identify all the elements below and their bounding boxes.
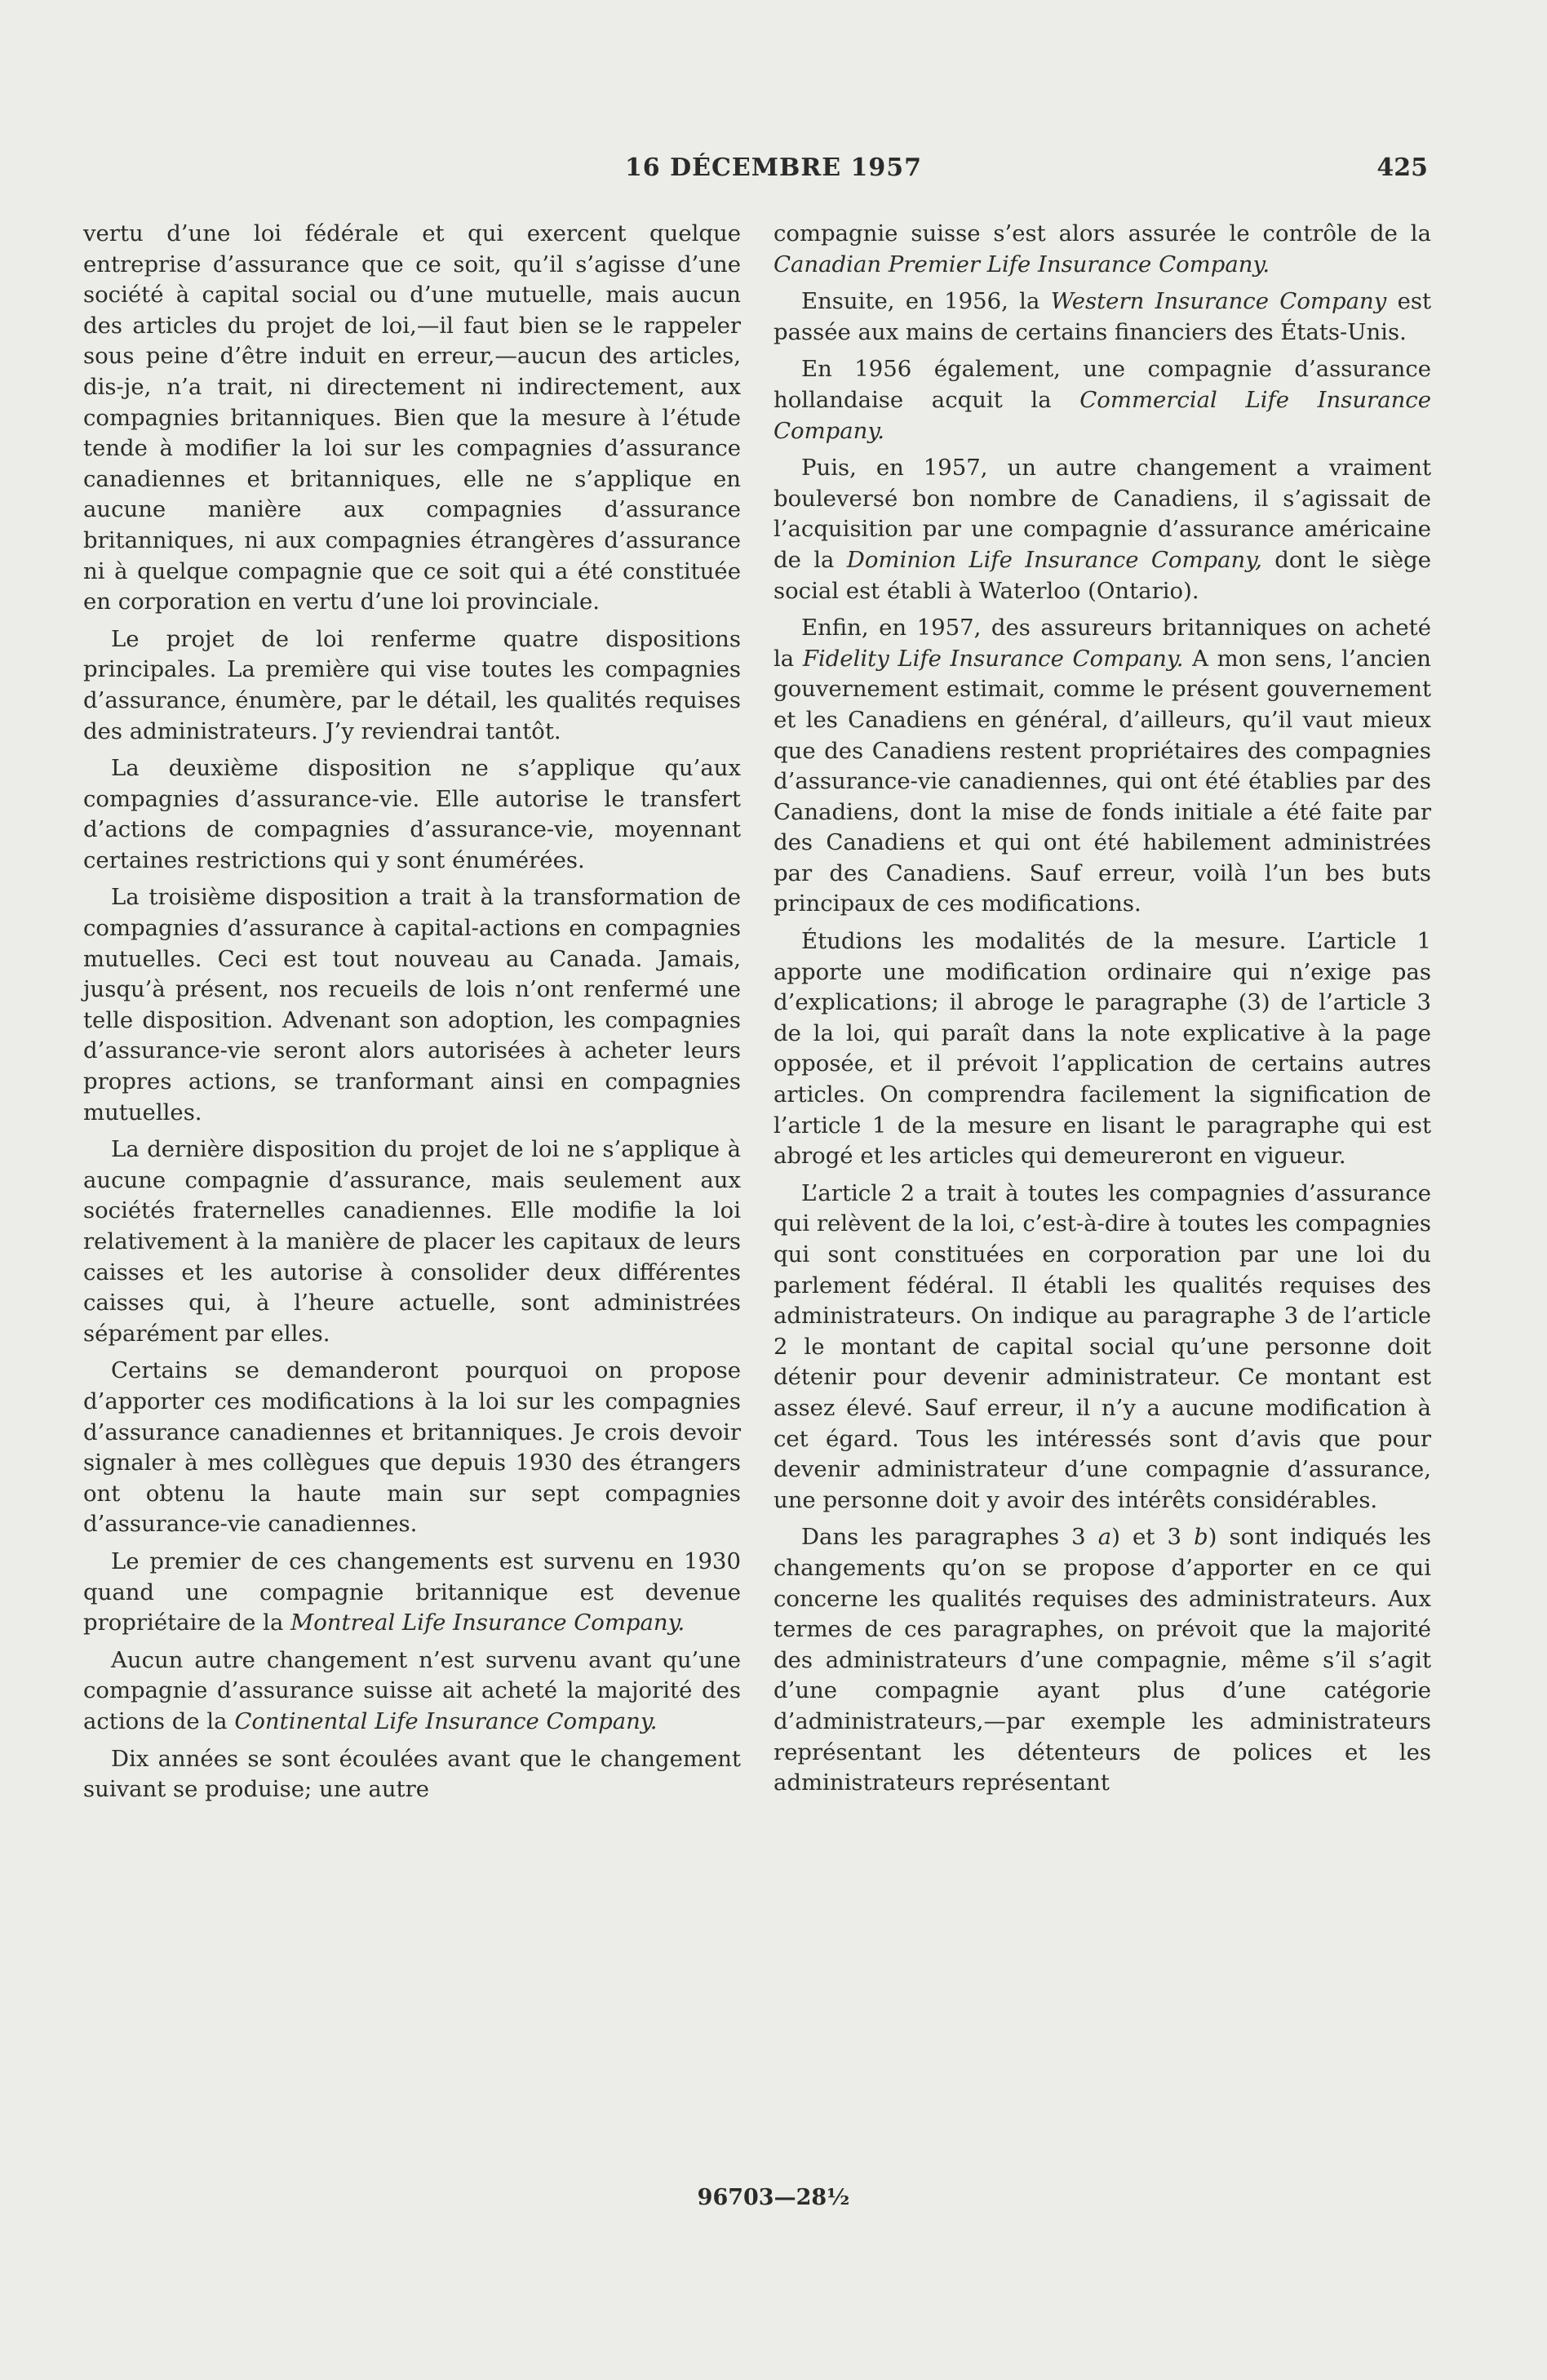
italic-text: Dominion Life Insurance Company, bbox=[846, 546, 1262, 573]
header-date: 16 DÉCEMBRE 1957 bbox=[624, 153, 923, 182]
text-run: En 1956 également, une compagnie d’assurance hollandaise acquit la bbox=[774, 356, 1431, 413]
paragraph bbox=[83, 1547, 741, 1639]
text-run: Ensuite, en 1956, la bbox=[801, 288, 1051, 315]
paragraph bbox=[774, 219, 1431, 280]
text-run: Dix années se sont écoulées avant que le changement suivant se produise; une autre bbox=[83, 1745, 741, 1803]
right-text-column bbox=[774, 219, 1431, 1805]
paragraph bbox=[774, 613, 1431, 920]
text-run: compagnie suisse s’est alors assurée le contrôle de la bbox=[774, 220, 1431, 246]
text-run: Le premier de ces changements est survenu en 1930 quand une compagnie britannique est devenue propriétaire de la bbox=[83, 1547, 741, 1636]
paragraph bbox=[774, 926, 1431, 1172]
text-run: Dans les paragraphes 3 bbox=[801, 1524, 1098, 1551]
text-run: dont le siège social est établi à Waterloo (Ontario). bbox=[774, 546, 1431, 604]
paragraph bbox=[83, 1356, 741, 1540]
footer-print-code: 96703—28½ bbox=[697, 2185, 850, 2210]
italic-text: Fidelity Life Insurance Company. bbox=[802, 645, 1184, 672]
paragraph bbox=[83, 624, 741, 747]
page-header bbox=[0, 153, 1547, 189]
italic-text: b bbox=[1194, 1524, 1208, 1551]
paragraph bbox=[774, 286, 1431, 348]
text-run: A mon sens, l’ancien gouvernement estimait, comme le présent gouvernement et les Canadiens en général, d’ailleurs, qu’il vaut mieux que des Canadiens restent propriétaires des compagnies d’assurance-vie canadiennes, qui ont été établies par des Canadiens, dont la mise de fonds initiale a été faite par des Canadiens et qui ont été habilement administrées par des Canadiens. Sauf erreur, voilà l’un bes buts principaux de ces modifications. bbox=[774, 645, 1431, 917]
text-run: La deuxième disposition ne s’applique qu’aux compagnies d’assurance-vie. Elle autorise le transfert d’actions de compagnies d’assurance-vie, moyennant certaines restrictions qui y sont énumérées. bbox=[83, 755, 741, 873]
paragraph bbox=[83, 1134, 741, 1349]
italic-text: Western Insurance Company bbox=[1050, 288, 1387, 315]
italic-text: Canadian Premier Life Insurance Company. bbox=[774, 251, 1270, 278]
paragraph bbox=[83, 1744, 741, 1805]
paragraph bbox=[774, 1522, 1431, 1798]
text-run: ) et 3 bbox=[1111, 1524, 1195, 1551]
text-run: vertu d’une loi fédérale et qui exercent quelque entreprise d’assurance que ce soit, qu’il s’agisse d’une société à capital social ou d’une mutuelle, mais aucun des articles du projet de loi,—il faut bien se le rappeler sous peine d’être induit en erreur,—aucun des articles, dis-je, n’a trait, ni directement ni indirectement, aux compagnies britanniques. Bien que la mesure à l’étude tende à modifier la loi sur les compagnies d’assurance canadiennes et britanniques, elle ne s’applique en aucune manière aux compagnies d’assurance britanniques, ni aux compagnies étrangères d’assurance ni à quelque compagnie que ce soit qui a été constituée en corporation en vertu d’une loi provinciale. bbox=[83, 220, 741, 615]
text-run: Étudions les modalités de la mesure. L’article 1 apporte une modification ordinaire qui n’exige pas d’explications; il abroge le paragraphe (3) de l’article 3 de la loi, qui paraît dans la note explicative à la page opposée, et il prévoit l’application de certains autres articles. On comprendra facilement la signification de l’article 1 de la mesure en lisant le paragraphe qui est abrogé et les articles qui demeureront en vigueur. bbox=[774, 928, 1431, 1170]
text-run: Le projet de loi renferme quatre dispositions principales. La première qui vise toutes les compagnies d’assurance, énumère, par le détail, les qualités requises des administrateurs. J’y reviendrai tantôt. bbox=[83, 625, 741, 744]
paragraph bbox=[774, 453, 1431, 606]
text-run: ) sont indiqués les changements qu’on se propose d’apporter en ce qui concerne les qualités requises des administrateurs. Aux termes de ces paragraphes, on prévoit que la majorité des administrateurs d’une compagnie, même s’il s’agit d’une compagnie ayant plus d’une catégorie d’administrateurs,—par exemple les administrateurs représentant les détenteurs de polices et les administrateurs représentant bbox=[774, 1524, 1431, 1796]
text-run: La troisième disposition a trait à la transformation de compagnies d’assurance à capital-actions en compagnies mutuelles. Ceci est tout nouveau au Canada. Jamais, jusqu’à présent, nos recueils de lois n’ont renfermé une telle disposition. Advenant son adoption, les compagnies d’assurance-vie seront alors autorisées à acheter leurs propres actions, se tranformant ainsi en compagnies mutuelles. bbox=[83, 884, 741, 1126]
text-run: L’article 2 a trait à toutes les compagnies d’assurance qui relèvent de la loi, c’est-à-dire à toutes les compagnies qui sont constituées en corporation par une loi du parlement fédéral. Il établi les qualités requises des administrateurs. On indique au paragraphe 3 de l’article 2 le montant de capital social qu’une personne doit détenir pour devenir administrateur. Ce montant est assez élevé. Sauf erreur, il n’y a aucune modification à cet égard. Tous les intéressés sont d’avis que pour devenir administrateur d’une compagnie d’assurance, une personne doit y avoir des intérêts considérables. bbox=[774, 1179, 1431, 1513]
paragraph bbox=[774, 354, 1431, 446]
paragraph bbox=[83, 882, 741, 1128]
paragraph bbox=[774, 1179, 1431, 1516]
text-run: est passée aux mains de certains financiers des États-Unis. bbox=[774, 288, 1432, 345]
italic-text: a bbox=[1097, 1524, 1112, 1551]
left-text-column bbox=[83, 219, 741, 1812]
text-run: Puis, en 1957, un autre changement a vraiment bouleversé bon nombre de Canadiens, il s’agissait de l’acquisition par une compagnie d’assurance américaine de la bbox=[774, 455, 1431, 573]
italic-text: Continental Life Insurance Company. bbox=[234, 1707, 658, 1734]
paragraph bbox=[83, 753, 741, 876]
text-run: Certains se demanderont pourquoi on propose d’apporter ces modifications à la loi sur les compagnies d’assurance canadiennes et britanniques. Je crois devoir signaler à mes collègues que depuis 1930 des étrangers ont obtenu la haute main sur sept compagnies d’assurance-vie canadiennes. bbox=[83, 1357, 741, 1538]
text-run: La dernière disposition du projet de loi ne s’applique à aucune compagnie d’assurance, mais seulement aux sociétés fraternelles canadiennes. Elle modifie la loi relativement à la manière de placer les capitaux de leurs caisses et les autorise à consolider deux différentes caisses qui, à l’heure actuelle, sont administrées séparément par elles. bbox=[83, 1136, 741, 1347]
page-number: 425 bbox=[1376, 153, 1428, 182]
paragraph bbox=[83, 1645, 741, 1738]
italic-text: Montreal Life Insurance Company. bbox=[290, 1610, 685, 1636]
paragraph bbox=[83, 219, 741, 618]
text-run: Enfin, en 1957, des assureurs britanniques on acheté la bbox=[774, 615, 1431, 672]
italic-text: Commercial Life Insurance Company. bbox=[774, 386, 1431, 444]
text-run: Aucun autre changement n’est survenu avant qu’une compagnie d’assurance suisse ait acheté la majorité des actions de la bbox=[83, 1646, 741, 1734]
